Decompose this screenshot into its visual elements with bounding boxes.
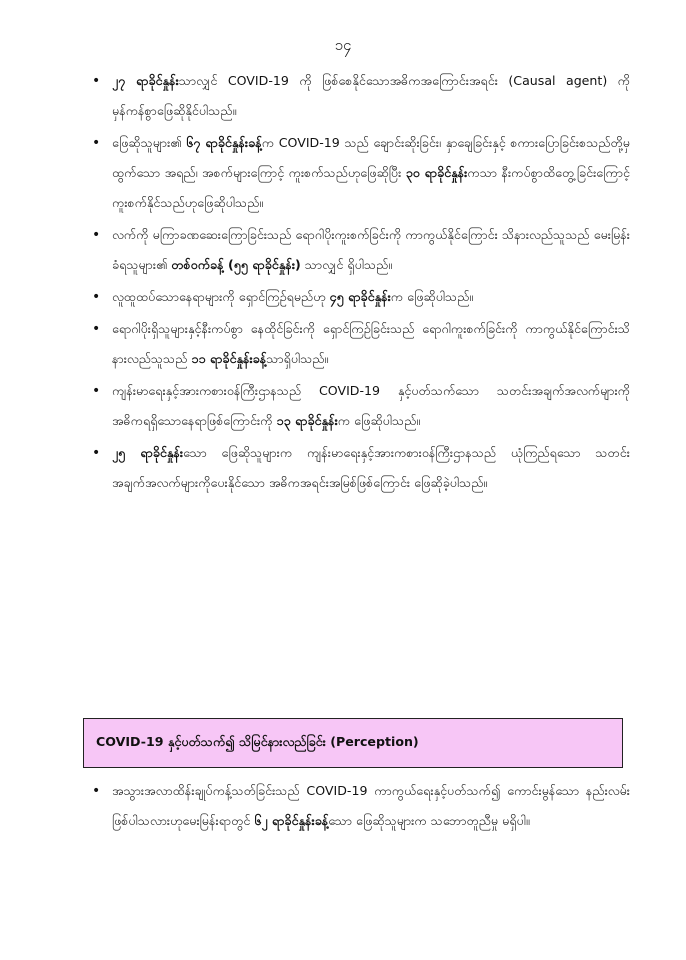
bullet-text: အသွားအလာထိန်းချုပ်ကန့်သတ်ခြင်းသည် COVID-19 ကာကွယ်ရေးနှင့်ပတ်သက်၍ ကောင်းမွန်သော နည်းလမ်းဖြစ်ပါသလားဟုမေးမြန်းရာတွင် — [112, 783, 630, 828]
bullet-text: က ဖြေဆိုပါသည်။ — [390, 289, 474, 304]
bullet-text: သာရှိပါသည်။ — [266, 351, 329, 366]
bullet-text: သာလျှင် COVID-19 ကို ဖြစ်စေနိုင်သောအဓိကအကြောင်းအရင်း (Causal agent) ကို မှန်ကန်စွာဖြေဆိုနိုင်ပါသည်။ — [112, 73, 631, 118]
bullet-item — [112, 66, 630, 126]
bullet-text: က ဖြေဆိုပါသည်။ — [337, 413, 421, 428]
highlighted-figure: ၂၅ ရာခိုင်နှုန်း — [112, 445, 184, 460]
perception-list — [112, 776, 630, 838]
highlighted-figure: ၁၃ ရာခိုင်နှုန်း — [276, 413, 338, 428]
bullet-text: လက်ကို မကြာခဏဆေးကြောခြင်းသည် ရောဂါပိုးကူးစက်ခြင်းကို ကာကွယ်နိုင်ကြောင်း သိနားလည်သူသည် မေးမြန်းခံရသူများ၏ — [112, 227, 630, 272]
highlighted-figure: ၁၁ ရာခိုင်နှုန်းခန့် — [191, 351, 267, 366]
bullet-text: က COVID-19 သည် ချောင်းဆိုးခြင်း၊ နှာချေခြင်းနှင့် စကားပြောခြင်းစသည်တို့မှထွက်သော အရည်၊ အစက်များကြောင့် ကူးစက်သည်ဟုဖြေဆိုပြီး — [112, 135, 630, 180]
bullet-text: သာလျှင် ရှိပါသည်။ — [300, 257, 393, 272]
bullet-text: လူထူထပ်သောနေရာများကို ရှောင်ကြဉ်ရမည်ဟု — [112, 289, 330, 304]
bullet-text: ကျန်းမာရေးနှင့်အားကစားဝန်ကြီးဌာနသည် COVID-19 နှင့်ပတ်သက်သော သတင်းအချက်အလက်များကို အဓိကရရှိသောနေရာဖြစ်ကြောင်းကို — [112, 383, 630, 428]
bullet-text: ကသာ နီးကပ်စွာထိတွေ့ခြင်းကြောင့် ကူးစက်နိုင်သည်ဟုဖြေဆိုပါသည်။ — [112, 165, 630, 210]
highlighted-figure: ၆၇ ရာခိုင်နှုန်းခန့် — [186, 135, 262, 150]
bullet-item — [112, 314, 630, 374]
bullet-text: ဖြေဆိုသူများ၏ — [112, 135, 187, 150]
page-number: ၁၄ — [334, 36, 352, 54]
bullet-item — [112, 438, 630, 498]
highlighted-figure: ၂၇ ရာခိုင်နှုန်း — [112, 73, 179, 88]
section-heading: COVID-19 နှင့်ပတ်သက်၍ သိမြင်နားလည်ခြင်း (Perception) — [83, 718, 623, 768]
highlighted-figure: တစ်ဝက်ခန့် (၅၅ ရာခိုင်နှုန်း) — [171, 257, 301, 272]
bullet-text: သော ဖြေဆိုသူများက ကျန်းမာရေးနှင့်အားကစားဝန်ကြီးဌာနသည် ယုံကြည်ရသော သတင်းအချက်အလက်များကိုပေးနိုင်သော အဓိကအရင်းအမြစ်ဖြစ်ကြောင်း ဖြေဆိုခဲ့ပါသည်။ — [112, 445, 630, 490]
bullet-item — [112, 376, 630, 436]
highlighted-figure: ၄၅ ရာခိုင်နှုန်း — [329, 289, 391, 304]
bullet-item — [112, 776, 630, 836]
bullet-item — [112, 282, 630, 312]
bullet-text: ရောဂါပိုးရှိသူများနှင့်နီးကပ်စွာ နေထိုင်ခြင်းကို ရှောင်ကြဉ်ခြင်းသည် ရောဂါကူးစက်ခြင်းကို ကာကွယ်နိုင်ကြောင်းသိနားလည်သူသည် — [112, 321, 630, 366]
bullet-text: သော ဖြေဆိုသူများက သဘောတူညီမှု မရှိပါ။ — [328, 813, 530, 828]
bullet-item — [112, 128, 630, 218]
highlighted-figure: ၆၂ ရာခိုင်နှုန်းခန့် — [254, 813, 329, 828]
findings-list — [112, 66, 630, 500]
bullet-item — [112, 220, 630, 280]
highlighted-figure: ၃၀ ရာခိုင်နှုန်း — [405, 165, 468, 180]
